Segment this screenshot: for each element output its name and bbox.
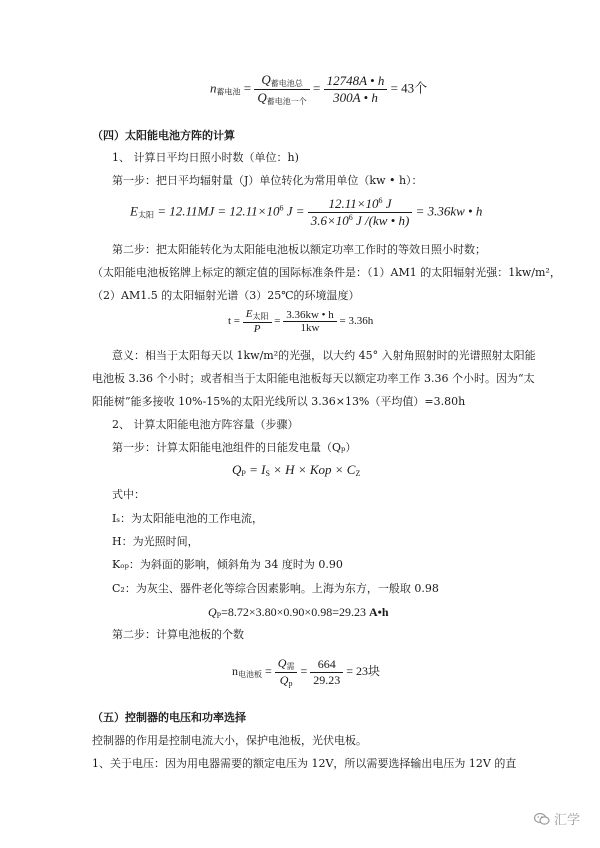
eq5-q-sub: P xyxy=(216,611,222,620)
eq5-rest: =8.72×3.80×0.90×0.98=29.23 xyxy=(221,605,369,619)
where-label: 式中： xyxy=(112,488,145,501)
standard-conditions-line-2: （2）AM1.5 的太阳辐射光谱（3）25℃的环境温度） xyxy=(92,289,360,302)
eq2-num: 12.11×10 xyxy=(328,196,379,211)
item-1-title: 1、 计算日平均日照小时数（单位：h) xyxy=(112,151,299,164)
item-2-title: 2、 计算太阳能电池方阵容量（步骤） xyxy=(112,418,299,431)
eq2-den-sup: 6 xyxy=(348,213,353,222)
where-h: H：为光照时间， xyxy=(112,535,199,548)
eq6-den-sub: p xyxy=(288,679,293,688)
voltage-text: 1、关于电压：因为用电器需要的额定电压为 12V，所以需要选择输出电压为 12V 的直 xyxy=(92,757,517,770)
eq4-c-sub: Z xyxy=(355,469,361,478)
eq3-den-value: 1kw xyxy=(300,322,320,334)
eq2-den-tail: J /(kw • h) xyxy=(352,213,410,228)
eq1-result: = 43个 xyxy=(390,80,428,96)
eq2-fraction xyxy=(308,196,413,229)
where-is: Iₛ：为太阳能电池的工作电流， xyxy=(112,512,264,525)
eq1-lhs: n xyxy=(210,80,217,96)
eq2-result: = 3.36kw • h xyxy=(415,203,483,219)
eq1-fraction-q xyxy=(254,72,309,107)
eq6-den: Q xyxy=(279,673,289,687)
eq3-den: P xyxy=(253,323,261,335)
eq6-num-sub: 需 xyxy=(286,662,295,671)
eq3-result: = 3.36h xyxy=(339,315,374,328)
eq2-lhs: E xyxy=(130,203,138,219)
eq2-num-sup: 6 xyxy=(378,196,383,205)
eq1-num: Q xyxy=(261,72,271,87)
panel-count-equation: $n_{电池板}$ = $\frac{Q_需}{Q_p}$ = $\frac{664}{29.23}$ = 23块 xyxy=(232,656,381,688)
step-4-text: 第二步：计算电池板的个数 xyxy=(112,628,244,641)
watermark-text: 汇学 xyxy=(553,813,580,828)
eq4-rest2: × H × Kop × C xyxy=(269,462,356,477)
daily-output-calculation xyxy=(208,605,389,620)
eq6-fraction-symbolic xyxy=(275,656,298,688)
battery-count-equation: $n_{蓄电池}$ = $\frac{Q_{蓄电池总}}{Q_{蓄电池一个}}$ = $\frac{12748A • h}{300A • h}$ = 43个 xyxy=(210,72,428,106)
eq1-lhs-sub: 蓄电池 xyxy=(216,87,241,97)
eq6-num: Q xyxy=(277,656,287,670)
eq3-fraction-value xyxy=(283,309,337,334)
eq4-i-sub: S xyxy=(265,469,270,478)
eq1-den: Q xyxy=(257,90,267,105)
eq6-num-value: 664 xyxy=(310,657,343,673)
eq1-den-value: 300A • h xyxy=(333,90,378,105)
eq1-den-sub: 蓄电池一个 xyxy=(266,97,307,106)
daily-output-formula xyxy=(232,462,360,478)
eq4-q-sub: P xyxy=(241,469,246,478)
eq3-num-sub: 太阳 xyxy=(252,312,269,321)
eq1-num-sub: 蓄电池总 xyxy=(270,79,303,88)
eq2-part1-tail: J = xyxy=(283,203,305,219)
eq3-fraction-symbolic xyxy=(243,308,272,335)
eq3-num-value: 3.36kw • h xyxy=(283,309,337,322)
controller-text: 控制器的作用是控制电流大小，保护电池板，光伏电板。 xyxy=(92,734,367,747)
eq6-den-value: 29.23 xyxy=(313,672,341,687)
meaning-line-3: 阳能树”能多接收 10%-15%的太阳光线所以 3.36×13%（平均值）=3.80h xyxy=(92,395,466,408)
radiation-conversion-equation xyxy=(130,196,482,229)
watermark xyxy=(534,809,580,828)
step-3-text: 第一步：计算太阳能电池组件的日能发电量（Qₚ） xyxy=(112,441,357,454)
eq6-lhs: n xyxy=(232,663,238,678)
eq6-fraction-value xyxy=(310,657,343,688)
eq2-num-tail: J xyxy=(382,196,392,211)
eq2-part1-sup: 6 xyxy=(279,203,284,213)
eq1-fraction-value xyxy=(324,73,388,106)
eq4-q: Q xyxy=(232,462,242,477)
eq6-lhs-sub: 电池板 xyxy=(238,669,262,679)
sun-hours-equation: t = $\frac{E_{太阳}}{P}$ = $\frac{3.36kw • h}{1kw}$ = 3.36h xyxy=(228,308,374,335)
eq5-q: Q xyxy=(208,605,217,619)
eq3-lhs: t = xyxy=(228,315,241,328)
section-5-heading: （五）控制器的电压和功率选择 xyxy=(92,711,246,724)
eq6-result: = 23块 xyxy=(346,663,381,678)
eq3-num: E xyxy=(245,308,253,320)
step-1-text: 第一步：把日平均辐射量（J）单位转化为常用单位（kw • h）： xyxy=(112,174,423,187)
meaning-line-2: 电池板 3.36 个小时；或者相当于太阳能电池板每天以额定功率工作 3.36 个小时。因为“太 xyxy=(92,372,535,385)
where-cz: C₂：为灰尘、器件老化等综合因素影响。上海为东方，一般取 0.98 xyxy=(112,582,439,595)
eq2-part1: = 12.11MJ = 12.11×10 xyxy=(157,203,280,219)
meaning-line-1: 意义：相当于太阳每天以 1kw/m²的光强，以大约 45° 入射角照射时的光谱照射太阳能 xyxy=(112,349,536,362)
standard-conditions-line-1: （太阳能电池板铭牌上标定的额定值的国际标准条件是：（1）AM1 的太阳辐射光强：1kw/m²， xyxy=(92,266,561,279)
eq2-den: 3.6×10 xyxy=(310,213,349,228)
eq4-rest: = I xyxy=(245,462,266,477)
where-kop: Kₒₚ：为斜面的影响，倾斜角为 34 度时为 0.90 xyxy=(112,558,343,571)
eq1-num-value: 12748A • h xyxy=(324,73,388,90)
eq2-lhs-sub: 太阳 xyxy=(137,210,154,220)
eq5-unit: A•h xyxy=(368,605,389,619)
step-2-text: 第二步：把太阳能转化为太阳能电池板以额定功率工作时的等效日照小时数； xyxy=(112,243,486,256)
wechat-icon xyxy=(534,812,550,826)
section-4-heading: （四）太阳能电池方阵的计算 xyxy=(92,129,235,142)
